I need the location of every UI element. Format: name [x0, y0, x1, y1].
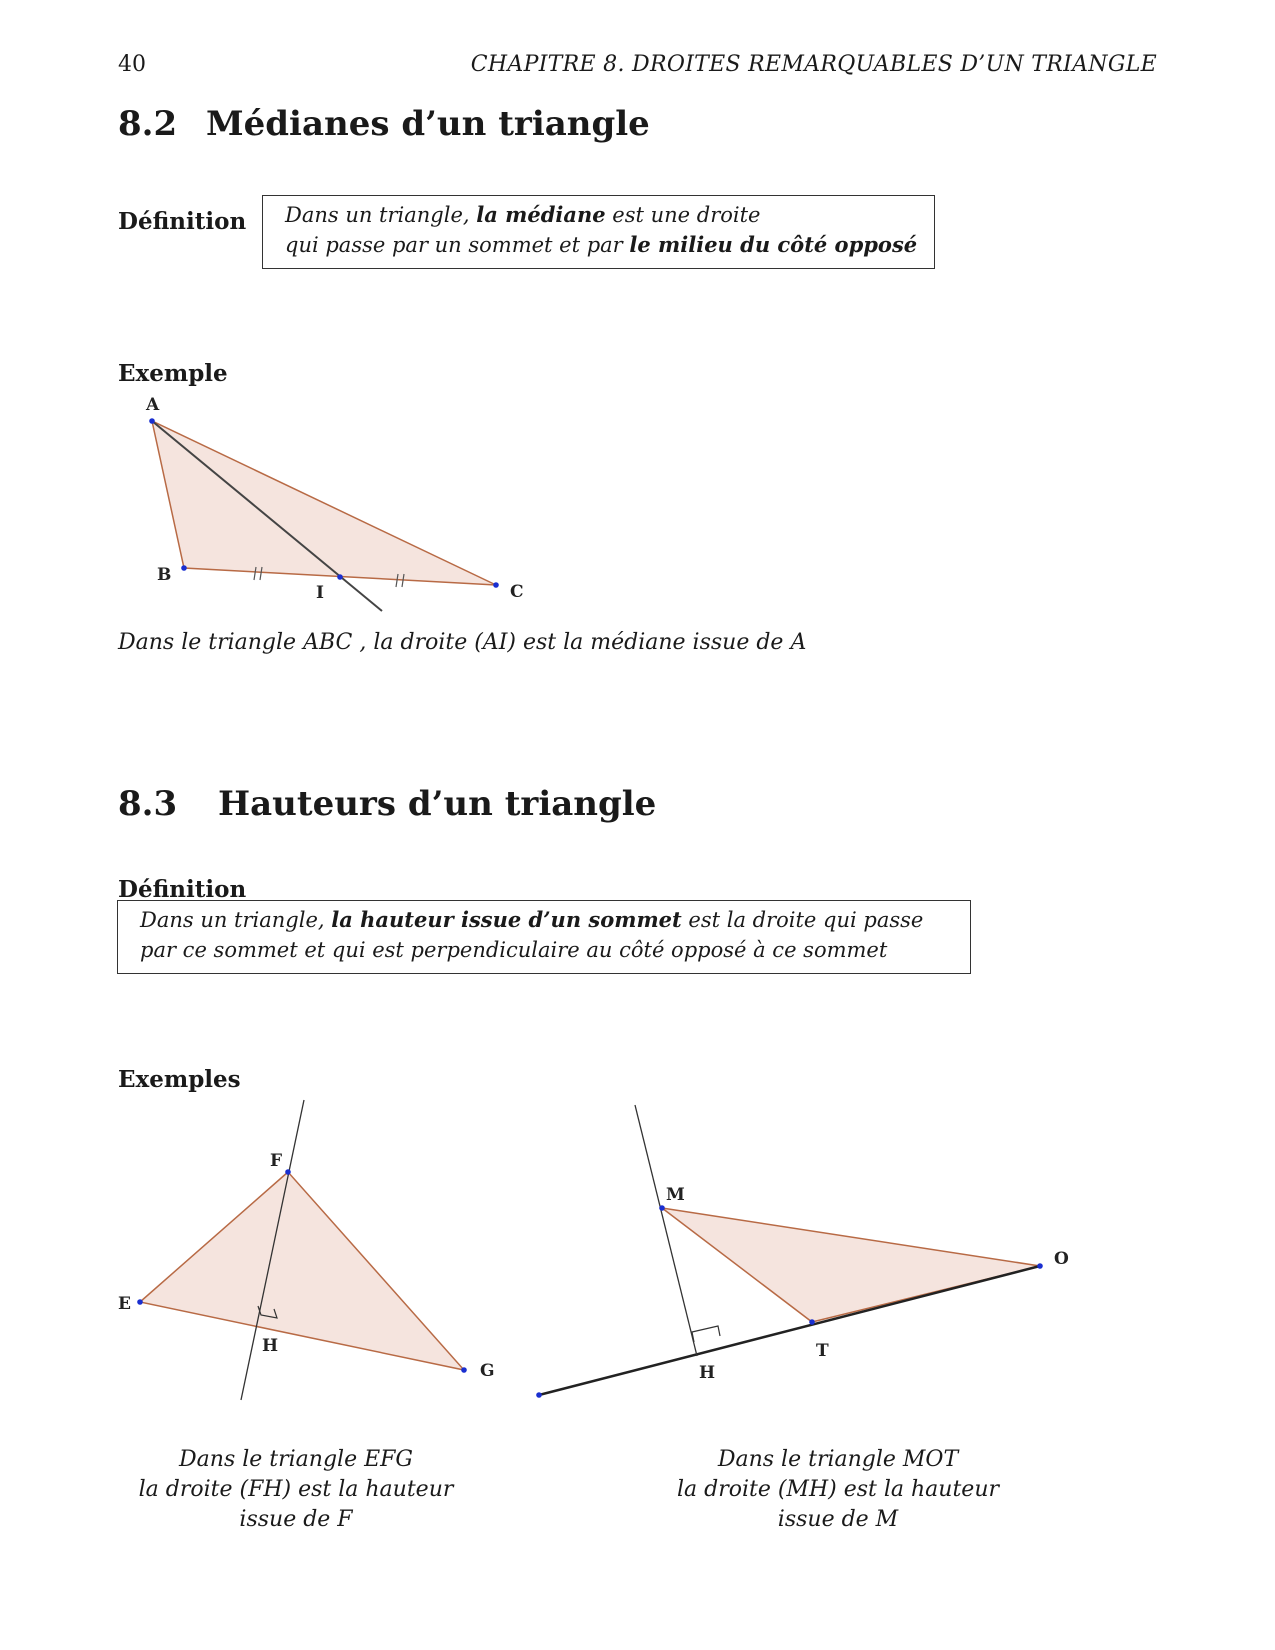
point-e: [137, 1299, 143, 1305]
caption-mot-line2: la droite (MH) est la hauteur: [676, 1477, 1000, 1502]
point-o: [1037, 1263, 1043, 1269]
altitude-mh-line: [635, 1105, 697, 1356]
point-c: [493, 582, 499, 588]
label-f: F: [270, 1151, 283, 1171]
median-figure: [145, 395, 524, 611]
label-g: G: [480, 1361, 495, 1381]
definition-box-83: [117, 900, 971, 974]
definition-label-83: Définition: [118, 876, 247, 903]
definition-82-line2: qui passe par un sommet et par le milieu du côté opposé: [285, 232, 918, 257]
triangle-efg: [140, 1172, 464, 1370]
section-82-heading: Médianes d’un triangle: [206, 104, 650, 144]
label-e: E: [118, 1294, 131, 1314]
label-t: T: [816, 1341, 829, 1361]
label-i: I: [316, 583, 324, 603]
caption-efg-line3: issue de F: [239, 1507, 353, 1532]
point-m: [659, 1205, 665, 1211]
caption-efg: [120, 1445, 472, 1535]
label-b: B: [157, 565, 172, 585]
section-83-title: [118, 784, 656, 824]
label-m: M: [666, 1185, 685, 1205]
section-82-number: 8.2: [118, 104, 178, 144]
definition-83-line2: par ce sommet et qui est perpendiculaire au côté opposé à ce sommet: [140, 938, 888, 962]
page-number: 40: [118, 52, 146, 77]
label-c: C: [510, 582, 524, 602]
caption-mot-line1: Dans le triangle MOT: [717, 1447, 959, 1472]
caption-mot: [662, 1445, 1014, 1535]
point-i: [337, 574, 343, 580]
definition-label-82: Définition: [118, 208, 247, 235]
altitude-figure-mot: [536, 1105, 1069, 1398]
label-a: A: [146, 395, 160, 415]
chapter-title: CHAPITRE 8. DROITES REMARQUABLES D’UN TRIANGLE: [470, 52, 1157, 77]
label-o: O: [1054, 1249, 1069, 1269]
point-a: [149, 418, 155, 424]
caption-efg-line2: la droite (FH) est la hauteur: [138, 1477, 454, 1502]
caption-mot-line3: issue de M: [777, 1507, 899, 1532]
section-83-number: 8.3: [118, 784, 178, 824]
point-f: [285, 1169, 291, 1175]
triangle-abc: [152, 421, 496, 585]
definition-83-line1: Dans un triangle, la hauteur issue d’un sommet est la droite qui passe: [140, 907, 924, 932]
caption-efg-line1: Dans le triangle EFG: [179, 1447, 413, 1472]
right-angle-mark-mot: [692, 1326, 720, 1342]
label-h-mot: H: [699, 1363, 716, 1383]
altitude-figure-efg: [118, 1100, 495, 1400]
definition-82-line1: Dans un triangle, la médiane est une droite: [285, 202, 761, 227]
triangle-mot: [662, 1208, 1040, 1322]
section-83-heading: Hauteurs d’un triangle: [218, 784, 657, 824]
point-t: [809, 1319, 815, 1325]
examples-label: Exemples: [118, 1066, 241, 1093]
point-line-end: [536, 1392, 542, 1398]
point-b: [181, 565, 187, 571]
label-h-efg: H: [262, 1336, 279, 1356]
example-label: Exemple: [118, 360, 228, 387]
point-g: [461, 1367, 467, 1373]
caption-median: Dans le triangle ABC , la droite (AI) est la médiane issue de A: [118, 630, 807, 655]
